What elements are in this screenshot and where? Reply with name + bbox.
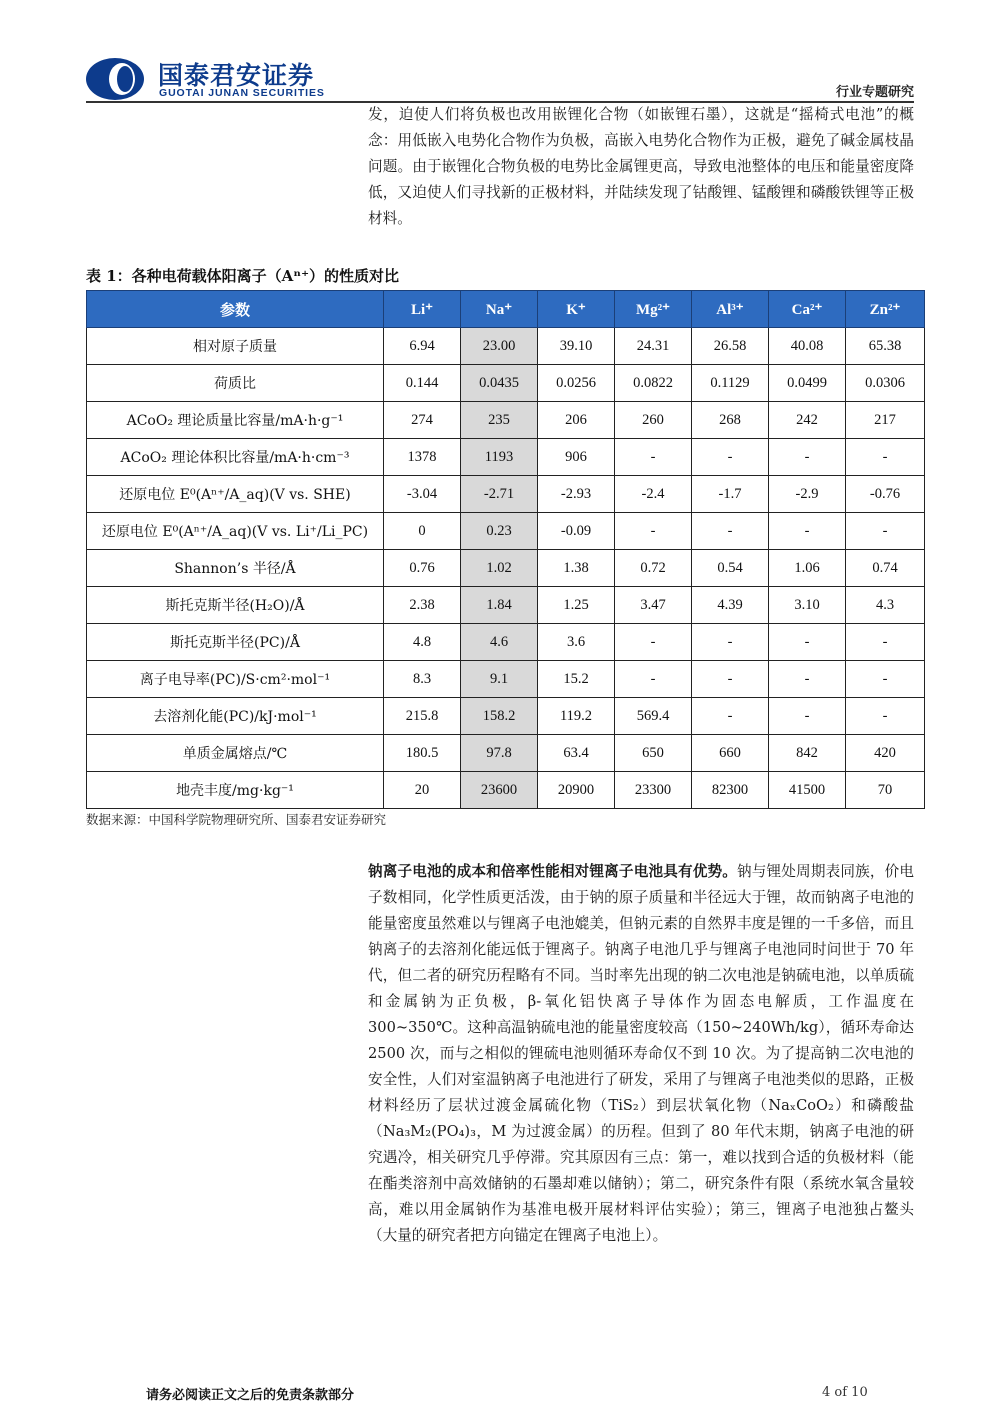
table-cell: - [615,513,692,550]
table-cell: 24.31 [615,328,692,365]
table-cell: - [692,624,769,661]
cation-properties-table [86,290,925,809]
table-row [87,698,925,735]
table-cell: 4.8 [384,624,461,661]
table-cell: - [692,661,769,698]
page-number: 4 of 10 [822,1385,868,1400]
table-cell: - [769,624,846,661]
table-row [87,772,925,809]
table-row-label: 单质金属熔点/℃ [87,735,384,772]
table-cell: -2.9 [769,476,846,513]
table-cell: 70 [846,772,925,809]
table-row [87,402,925,439]
table-cell: 0.0435 [461,365,538,402]
table-cell: 82300 [692,772,769,809]
table-row-label: ACoO₂ 理论体积比容量/mA·h·cm⁻³ [87,439,384,476]
table-cell: 0.1129 [692,365,769,402]
table-cell: 235 [461,402,538,439]
table-row [87,624,925,661]
table-cell: 158.2 [461,698,538,735]
table-cell: 268 [692,402,769,439]
table-row [87,476,925,513]
table-cell: 0.76 [384,550,461,587]
table-cell: 1.06 [769,550,846,587]
table-cell: 97.8 [461,735,538,772]
table-cell: 65.38 [846,328,925,365]
table-row-label: 斯托克斯半径(PC)/Å [87,624,384,661]
table-cell: 23600 [461,772,538,809]
table-cell: 242 [769,402,846,439]
table-cell: 0.54 [692,550,769,587]
table-cell: 1.25 [538,587,615,624]
table-row [87,735,925,772]
table-row [87,550,925,587]
table-cell: 0.0306 [846,365,925,402]
table-cell: 20900 [538,772,615,809]
table-cell: - [846,439,925,476]
table-header-cell: Zn²⁺ [846,291,925,328]
body-paragraph [368,859,914,1249]
table-cell: 0.0499 [769,365,846,402]
table-cell: - [769,513,846,550]
table-cell: -2.71 [461,476,538,513]
table-cell: 9.1 [461,661,538,698]
table-cell: 0.23 [461,513,538,550]
brand-name-cn: 国泰君安证券 [158,61,315,90]
table-row [87,513,925,550]
table-header-cell: Ca²⁺ [769,291,846,328]
table-cell: 6.94 [384,328,461,365]
table-cell: 15.2 [538,661,615,698]
table-cell: 206 [538,402,615,439]
table-row-label: 斯托克斯半径(H₂O)/Å [87,587,384,624]
table-cell: - [846,624,925,661]
table-cell: 1.84 [461,587,538,624]
table-header-cell: 参数 [87,291,384,328]
table-cell: 39.10 [538,328,615,365]
table-cell: 260 [615,402,692,439]
table-cell: 569.4 [615,698,692,735]
table-header-cell: Na⁺ [461,291,538,328]
table-cell: - [769,661,846,698]
table-cell: - [692,698,769,735]
table-cell: 0.72 [615,550,692,587]
table-row-label: 还原电位 E⁰(Aⁿ⁺/A_aq)(V vs. Li⁺/Li_PC) [87,513,384,550]
table-cell: -2.4 [615,476,692,513]
table-header-cell: K⁺ [538,291,615,328]
table-cell: 40.08 [769,328,846,365]
table-cell: 4.6 [461,624,538,661]
table-row-label: 还原电位 E⁰(Aⁿ⁺/A_aq)(V vs. SHE) [87,476,384,513]
table-cell: 420 [846,735,925,772]
table-cell: -3.04 [384,476,461,513]
table-header-row [87,291,925,328]
table-cell: 20 [384,772,461,809]
table-cell: 215.8 [384,698,461,735]
table-cell: - [615,624,692,661]
table-cell: 1193 [461,439,538,476]
table-cell: 63.4 [538,735,615,772]
table-row-label: 去溶剂化能(PC)/kJ·mol⁻¹ [87,698,384,735]
table-cell: - [846,661,925,698]
table-cell: 0.144 [384,365,461,402]
table-cell: 3.10 [769,587,846,624]
table-cell: 4.39 [692,587,769,624]
guotai-junan-logo [86,58,146,102]
table-cell: - [692,439,769,476]
table-cell: 1378 [384,439,461,476]
table-cell: 41500 [769,772,846,809]
table-cell: 3.47 [615,587,692,624]
table-cell: - [769,439,846,476]
table-cell: 180.5 [384,735,461,772]
table-cell: - [846,698,925,735]
table-cell: 0.0822 [615,365,692,402]
table-header-cell: Mg²⁺ [615,291,692,328]
table-cell: 8.3 [384,661,461,698]
table-cell: - [846,513,925,550]
table-cell: 3.6 [538,624,615,661]
table-row [87,661,925,698]
table-cell: 217 [846,402,925,439]
brand-name-en: GUOTAI JUNAN SECURITIES [159,87,325,99]
table-cell: - [769,698,846,735]
table-row [87,328,925,365]
table-source-note: 数据来源：中国科学院物理研究所、国泰君安证券研究 [86,812,387,827]
table-cell: 0 [384,513,461,550]
table-cell: 0.74 [846,550,925,587]
table-cell: -0.09 [538,513,615,550]
table-cell: 1.38 [538,550,615,587]
body-lead-sentence: 钠离子电池的成本和倍率性能相对锂离子电池具有优势。 [368,863,738,880]
table-row [87,365,925,402]
table-row-label: 地壳丰度/mg·kg⁻¹ [87,772,384,809]
footer-disclaimer: 请务必阅读正文之后的免责条款部分 [146,1388,355,1403]
table-cell: - [615,439,692,476]
table-row [87,587,925,624]
intro-paragraph: 发，迫使人们将负极也改用嵌锂化合物（如嵌锂石墨），这就是“摇椅式电池”的概念：用低嵌入电势化合物作为负极，高嵌入电势化合物作为正极，避免了碱金属枝晶问题。由于嵌锂化合物负极的电势比金属锂更高，导致电池整体的电压和能量密度降低，又迫使人们寻找新的正极材料，并陆续发现了钴酸锂、锰酸锂和磷酸铁锂等正极材料。 [368,106,914,227]
table-cell: -2.93 [538,476,615,513]
table-cell: 2.38 [384,587,461,624]
table-cell: 660 [692,735,769,772]
report-section-label: 行业专题研究 [835,85,914,100]
table-cell: 119.2 [538,698,615,735]
table-row-label: 相对原子质量 [87,328,384,365]
table-cell: 842 [769,735,846,772]
table-cell: 906 [538,439,615,476]
table-cell: 0.0256 [538,365,615,402]
table-title: 表 1：各种电荷载体阳离子（Aⁿ⁺）的性质对比 [86,267,400,285]
table-cell: 1.02 [461,550,538,587]
table-row-label: 离子电导率(PC)/S·cm²·mol⁻¹ [87,661,384,698]
table-header-cell: Al³⁺ [692,291,769,328]
table-cell: - [692,513,769,550]
table-cell: 23300 [615,772,692,809]
table-row-label: Shannon’s 半径/Å [87,550,384,587]
table-cell: 26.58 [692,328,769,365]
table-cell: 4.3 [846,587,925,624]
table-row-label: 荷质比 [87,365,384,402]
table-cell: -0.76 [846,476,925,513]
table-cell: 650 [615,735,692,772]
table-cell: - [615,661,692,698]
table-row [87,439,925,476]
table-cell: 23.00 [461,328,538,365]
body-text: 钠与锂处周期表同族，价电子数相同，化学性质更活泼，由于钠的原子质量和半径远大于锂，故而钠离子电池的能量密度虽然难以与锂离子电池媲美，但钠元素的自然界丰度是锂的一千多倍，而且钠离子的去溶剂化能远低于锂离子。钠离子电池几乎与锂离子电池同时问世于 70 年代，但二者的研究历程略有不同。当时率先出现的钠二次电池是钠硫电池，以单质硫和金属钠为正负极，β-氧化铝快离子导体作为固态电解质，工作温度在 300~350℃。这种高温钠硫电池的能量密度较高（150~240Wh/kg），循环寿命达 2500 次，而与之相似的锂硫电池则循环寿命仅不到 10 次。为了提高钠二次电池的安全性，人们对室温钠离子电池进行了研发，采用了与锂离子电池类似的思路，正极材料经历了层状过渡金属硫化物（TiS₂）到层状氧化物（NaₓCoO₂）和磷酸盐（Na₃M₂(PO₄)₃，M 为过渡金属）的历程。但到了 80 年代末期，钠离子电池的研究遇冷，相关研究几乎停滞。究其原因有三点：第一，难以找到合适的负极材料（能在酯类溶剂中高效储钠的石墨却难以储钠）；第二，研究条件有限（系统水氧含量较高，难以用金属钠作为基准电极开展材料评估实验）；第三，锂离子电池独占鳌头（大量的研究者把方向锚定在锂离子电池上）。 [368,863,914,1244]
table-cell: -1.7 [692,476,769,513]
table-row-label: ACoO₂ 理论质量比容量/mA·h·g⁻¹ [87,402,384,439]
table-header-cell: Li⁺ [384,291,461,328]
table-cell: 274 [384,402,461,439]
